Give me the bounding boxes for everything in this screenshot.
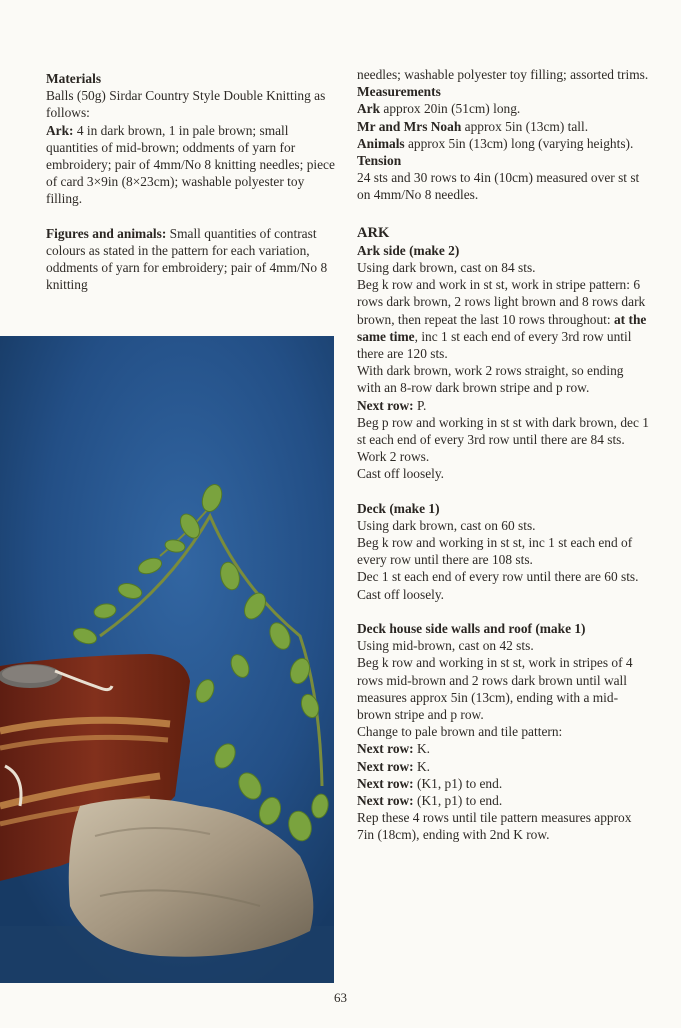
ark-side-step-6: Cast off loosely.	[357, 466, 445, 482]
deck-step-3: Dec 1 st each end of every row until there are 60 sts.	[357, 569, 639, 585]
ark-side-step-4: Beg p row and working in st st with dark brown, dec 1 st each end of every 3rd row until there are 84 sts.	[357, 414, 649, 448]
next-row-label: Next row:	[357, 397, 414, 413]
next-row-label: Next row:	[357, 758, 414, 774]
ark-side-step-1: Using dark brown, cast on 84 sts.	[357, 260, 536, 276]
tension-heading: Tension	[357, 153, 402, 169]
measurement-animals-label: Animals	[357, 135, 405, 151]
measurement-animals-text: approx 5in (13cm) long (varying heights).	[404, 135, 634, 151]
ark-side-step-2c: , inc 1 st each end of every 3rd row until there are 120 sts.	[357, 328, 632, 362]
ark-photo-illustration	[0, 336, 334, 983]
ark-section-heading: ARK	[357, 224, 390, 241]
measurement-ark-label: Ark	[357, 101, 381, 117]
deck-house-step-4: Rep these 4 rows until tile pattern measures approx 7in (18cm), ending with 2nd K row.	[357, 810, 632, 843]
right-column	[357, 66, 649, 844]
ark-side-step-2b: at the same time	[357, 311, 647, 344]
page-number: 63	[334, 990, 347, 1005]
left-column	[46, 70, 340, 293]
materials-intro: Balls (50g) Sirdar Country Style Double Knitting as follows:	[46, 88, 326, 121]
ark-side-heading: Ark side (make 2)	[357, 242, 460, 258]
measurement-noah-text: approx 5in (13cm) tall.	[461, 118, 589, 134]
materials-continued: needles; washable polyester toy filling; assorted trims.	[357, 67, 649, 82]
deck-house-step-1: Using mid-brown, cast on 42 sts.	[357, 638, 534, 654]
deck-house-step-2: Beg k row and working in st st, work in stripes of 4 rows mid-brown and 2 rows dark brown until wall measures approx 5in (13cm), ending with a mid-brown stripe and p row.	[357, 655, 633, 722]
deck-step-2: Beg k row and working in st st, inc 1 st each end of every row until there are 108 sts.	[357, 535, 633, 568]
tile-row-3: (K1, p1) to end.	[413, 775, 503, 791]
deck-step-4: Cast off loosely.	[357, 586, 445, 602]
tile-row-2: K.	[413, 758, 431, 774]
deck-house-heading: Deck house side walls and roof (make 1)	[357, 620, 586, 636]
tile-row-4: (K1, p1) to end.	[413, 792, 503, 808]
ark-side-step-2a: Beg k row and work in st st, work in stripe pattern: 6 rows dark brown, 2 rows light brown and 8 rows dark brown, then repeat the last 10 rows throughout:	[357, 277, 646, 327]
ark-materials-text: 4 in dark brown, 1 in pale brown; small quantities of mid-brown; oddments of yarn for embroidery; pair of 4mm/No 8 knitting needles; piece of card 3×9in (8×23cm); washable polyester toy filling.	[46, 122, 335, 207]
figures-text: Small quantities of contrast colours as stated in the pattern for each variation, oddments of yarn for embroidery; pair of 4mm/No 8 knitting	[46, 225, 328, 293]
ark-side-step-3: With dark brown, work 2 rows straight, so ending with an 8-row dark brown stripe and p row.	[357, 363, 624, 396]
materials-heading: Materials	[46, 71, 102, 86]
tension-text: 24 sts and 30 rows to 4in (10cm) measured over st st on 4mm/No 8 needles.	[357, 170, 640, 203]
next-row-label: Next row:	[357, 741, 414, 757]
ark-side-next-row: P.	[413, 397, 427, 413]
ark-side-step-5: Work 2 rows.	[357, 449, 430, 465]
measurements-heading: Measurements	[357, 84, 441, 100]
ark-materials-label: Ark:	[46, 122, 74, 138]
ark-photo	[0, 336, 334, 983]
measurement-noah-label: Mr and Mrs Noah	[357, 118, 462, 134]
deck-house-step-3: Change to pale brown and tile pattern:	[357, 724, 563, 740]
figures-label: Figures and animals:	[46, 225, 167, 241]
next-row-label: Next row:	[357, 792, 414, 808]
next-row-label: Next row:	[357, 775, 414, 791]
measurement-ark-text: approx 20in (51cm) long.	[380, 101, 521, 117]
deck-step-1: Using dark brown, cast on 60 sts.	[357, 517, 536, 533]
deck-heading: Deck (make 1)	[357, 500, 440, 516]
tile-row-1: K.	[413, 741, 431, 757]
